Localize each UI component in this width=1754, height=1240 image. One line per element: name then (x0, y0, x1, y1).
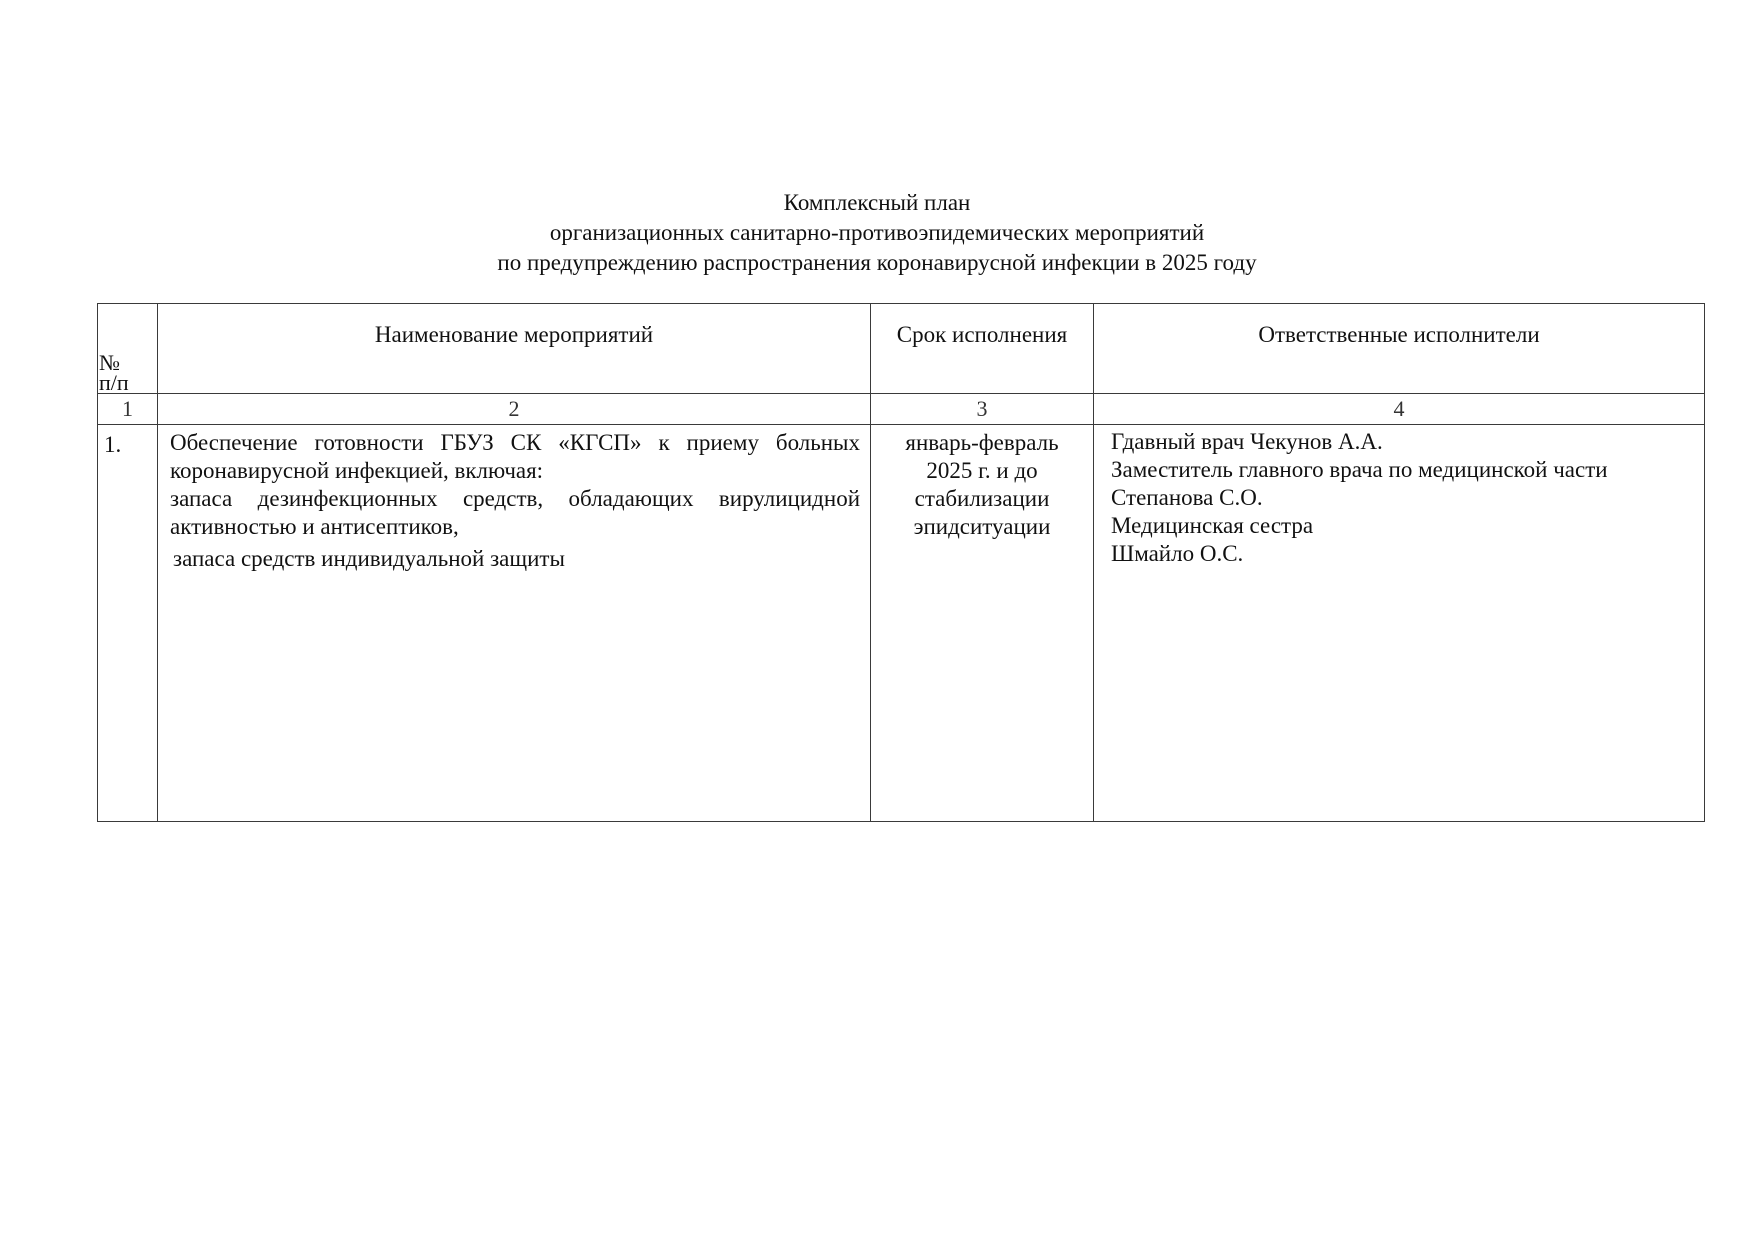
term-line: январь-февраль (905, 430, 1059, 455)
table-header-row (98, 304, 1705, 394)
row-number: 1. (98, 425, 158, 822)
responsible-line: Шмайло О.С. (1111, 541, 1244, 566)
column-number-row (98, 394, 1705, 425)
column-number: 4 (1094, 394, 1705, 425)
header-number-sign: № (99, 350, 120, 375)
header-term: Срок исполнения (871, 304, 1094, 394)
description-paragraph: Обеспечение готовности ГБУЗ СК «КГСП» к приему больных коронавирусной инфекцией, включая: (170, 430, 860, 483)
row-description (158, 425, 871, 822)
responsible-line: Гдавный врач Чекунов А.А. (1111, 429, 1383, 454)
header-number-pp: п/п (99, 370, 129, 395)
column-number: 2 (158, 394, 871, 425)
term-line: эпидситуации (913, 514, 1051, 539)
plan-table (97, 303, 1705, 822)
responsible-line: Заместитель главного врача по медицинской части (1111, 457, 1608, 482)
column-number: 3 (871, 394, 1094, 425)
responsible-line: Степанова С.О. (1111, 485, 1263, 510)
row-term (871, 425, 1094, 822)
document-title (0, 188, 1754, 278)
header-number (98, 304, 158, 394)
column-number: 1 (98, 394, 158, 425)
responsible-line: Медицинская сестра (1111, 513, 1314, 538)
title-line-1: Комплексный план (783, 190, 971, 215)
table-row (98, 425, 1705, 822)
title-line-2: организационных санитарно-противоэпидемических мероприятий (549, 220, 1205, 245)
header-name: Наименование мероприятий (158, 304, 871, 394)
description-paragraph: запаса дезинфекционных средств, обладающих вирулицидной активностью и антисептиков, (170, 486, 860, 539)
title-line-3: по предупреждению распространения коронавирусной инфекции в 2025 году (497, 250, 1257, 275)
description-paragraph: запаса средств индивидуальной защиты (173, 546, 565, 571)
header-responsible: Ответственные исполнители (1094, 304, 1705, 394)
row-responsible (1094, 425, 1705, 822)
term-line: стабилизации (914, 486, 1050, 511)
term-line: 2025 г. и до (926, 458, 1038, 483)
